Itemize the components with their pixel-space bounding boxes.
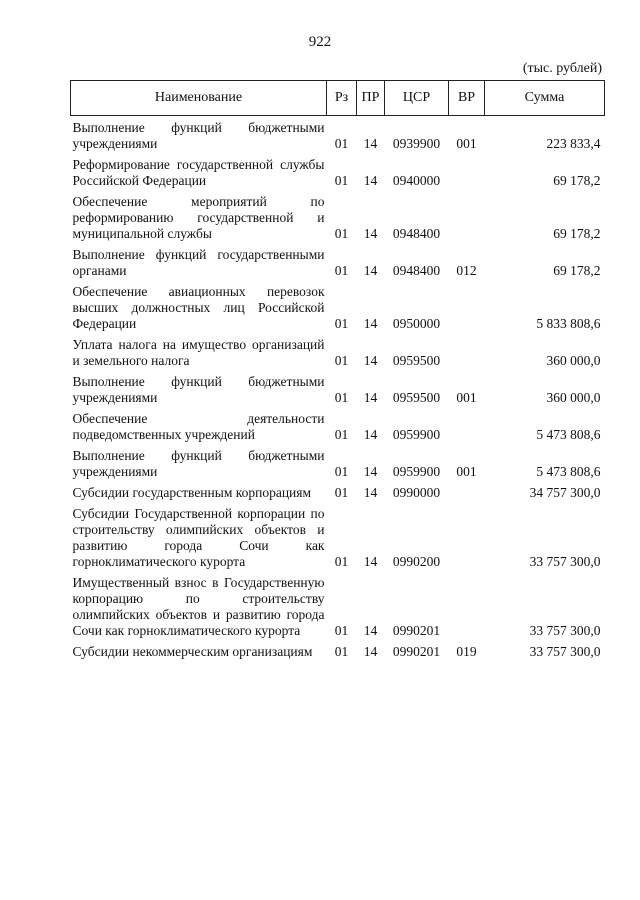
- cell-vr: [449, 157, 485, 194]
- header-sum: Сумма: [485, 81, 605, 116]
- cell-name: Выполнение функций бюджетными учреждениями: [72, 374, 325, 405]
- cell-csr: 0990000: [392, 485, 441, 500]
- cell-rz: 01: [334, 353, 349, 368]
- cell-pr: 14: [363, 353, 378, 368]
- cell-name: Уплата налога на имущество организаций и земельного налога: [72, 337, 325, 368]
- cell-vr: [449, 506, 485, 575]
- cell-name: Субсидии некоммерческим организациям: [72, 644, 313, 659]
- table-row: [71, 157, 605, 194]
- table-row: [71, 644, 605, 665]
- table-body: [71, 116, 605, 666]
- table-row: [71, 374, 605, 411]
- table-row: [71, 284, 605, 337]
- table-header: [71, 81, 605, 116]
- cell-vr: [449, 284, 485, 337]
- cell-pr: 14: [363, 554, 378, 569]
- cell-sum: 223 833,4: [546, 136, 601, 151]
- header-name: Наименование: [71, 81, 327, 116]
- cell-sum: 360 000,0: [546, 353, 601, 368]
- header-csr: ЦСР: [385, 81, 449, 116]
- table-row: [71, 411, 605, 448]
- cell-name: Обеспечение деятельности подведомственных учреждений: [72, 411, 325, 442]
- cell-pr: 14: [363, 263, 378, 278]
- cell-pr: 14: [363, 226, 378, 241]
- table-row: [71, 194, 605, 247]
- cell-rz: 01: [334, 485, 349, 500]
- cell-name: Выполнение функций бюджетными учреждениями: [72, 120, 325, 151]
- cell-vr: [449, 485, 485, 506]
- cell-sum: 33 757 300,0: [529, 623, 601, 638]
- cell-rz: 01: [334, 644, 349, 659]
- table-row: [71, 575, 605, 644]
- cell-name: Обеспечение мероприятий по реформированию государственной и муниципальной службы: [72, 194, 325, 241]
- header-pr: ПР: [357, 81, 385, 116]
- cell-pr: 14: [363, 390, 378, 405]
- cell-name: Выполнение функций бюджетными учреждениями: [72, 448, 325, 479]
- cell-rz: 01: [334, 623, 349, 638]
- cell-vr: [449, 194, 485, 247]
- cell-name: Субсидии Государственной корпорации по строительству олимпийских объектов и развитию города Сочи как горноклиматического курорта: [72, 506, 325, 569]
- cell-csr: 0990201: [392, 623, 441, 638]
- cell-rz: 01: [334, 226, 349, 241]
- cell-sum: 360 000,0: [546, 390, 601, 405]
- cell-vr: 019: [456, 644, 477, 659]
- cell-name: Имущественный взнос в Государственную корпорацию по строительству олимпийских объектов и развитию города Сочи как горноклиматического курорта: [72, 575, 325, 638]
- cell-vr: [449, 575, 485, 644]
- cell-rz: 01: [334, 427, 349, 442]
- cell-rz: 01: [334, 316, 349, 331]
- header-vr: ВР: [449, 81, 485, 116]
- cell-rz: 01: [334, 136, 349, 151]
- cell-vr: 001: [456, 464, 477, 479]
- cell-csr: 0959500: [392, 353, 441, 368]
- table-row: [71, 247, 605, 284]
- cell-rz: 01: [334, 390, 349, 405]
- cell-sum: 33 757 300,0: [529, 644, 601, 659]
- cell-sum: 69 178,2: [553, 226, 601, 241]
- cell-csr: 0948400: [392, 226, 441, 241]
- cell-sum: 5 473 808,6: [536, 464, 601, 479]
- cell-name: Реформирование государственной службы Российской Федерации: [72, 157, 325, 188]
- cell-csr: 0990201: [392, 644, 441, 659]
- cell-csr: 0940000: [392, 173, 441, 188]
- cell-pr: 14: [363, 136, 378, 151]
- cell-rz: 01: [334, 464, 349, 479]
- cell-csr: 0959900: [392, 427, 441, 442]
- table-row: [71, 506, 605, 575]
- table-row: [71, 485, 605, 506]
- table-row: [71, 337, 605, 374]
- cell-vr: 012: [456, 263, 477, 278]
- cell-csr: 0959900: [392, 464, 441, 479]
- cell-pr: 14: [363, 464, 378, 479]
- cell-vr: [449, 337, 485, 374]
- table-row: [71, 448, 605, 485]
- cell-sum: 34 757 300,0: [529, 485, 601, 500]
- units-label: (тыс. рублей): [522, 61, 602, 76]
- cell-pr: 14: [363, 485, 378, 500]
- cell-sum: 69 178,2: [553, 263, 601, 278]
- cell-rz: 01: [334, 173, 349, 188]
- cell-pr: 14: [363, 644, 378, 659]
- header-row: [71, 81, 605, 116]
- cell-csr: 0950000: [392, 316, 441, 331]
- cell-pr: 14: [363, 623, 378, 638]
- cell-csr: 0990200: [392, 554, 441, 569]
- cell-name: Выполнение функций государственными органами: [72, 247, 325, 278]
- cell-csr: 0959500: [392, 390, 441, 405]
- table-row: [71, 116, 605, 158]
- cell-name: Субсидии государственным корпорациям: [72, 485, 312, 500]
- cell-name: Обеспечение авиационных перевозок высших должностных лиц Российской Федерации: [72, 284, 325, 331]
- cell-rz: 01: [334, 554, 349, 569]
- cell-csr: 0948400: [392, 263, 441, 278]
- cell-sum: 69 178,2: [553, 173, 601, 188]
- cell-pr: 14: [363, 427, 378, 442]
- cell-csr: 0939900: [392, 136, 441, 151]
- cell-pr: 14: [363, 316, 378, 331]
- cell-rz: 01: [334, 263, 349, 278]
- cell-sum: 5 473 808,6: [536, 427, 601, 442]
- cell-sum: 33 757 300,0: [529, 554, 601, 569]
- cell-sum: 5 833 808,6: [536, 316, 601, 331]
- cell-vr: 001: [456, 390, 477, 405]
- cell-vr: [449, 411, 485, 448]
- cell-vr: 001: [456, 136, 477, 151]
- budget-table: [70, 80, 605, 665]
- cell-pr: 14: [363, 173, 378, 188]
- page-number: 922: [308, 34, 332, 50]
- header-rz: Рз: [327, 81, 357, 116]
